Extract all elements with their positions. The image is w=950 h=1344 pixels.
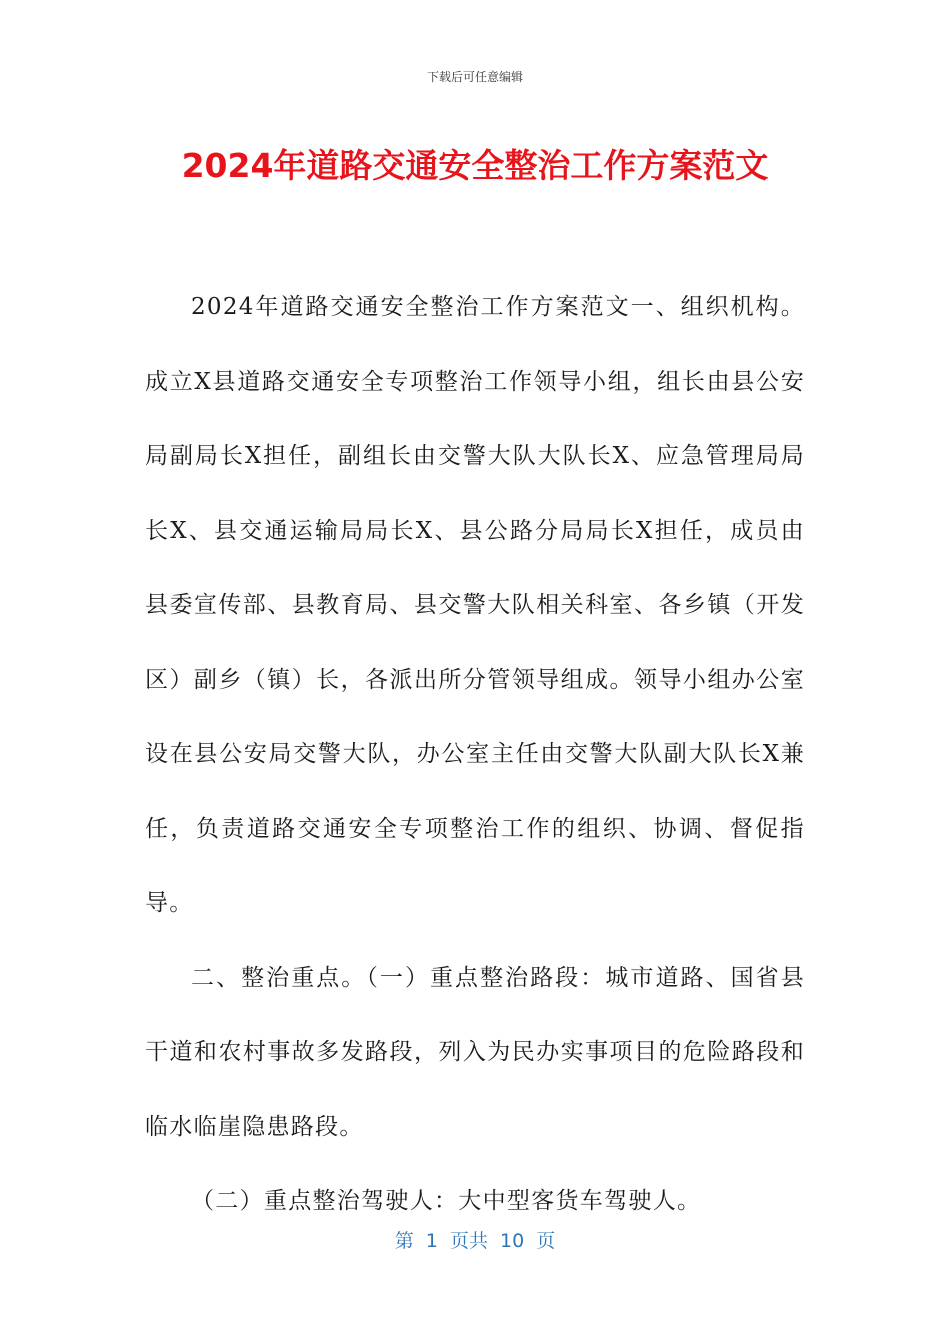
header-note: 下载后可任意编辑 <box>426 70 523 84</box>
document-title: 2024年道路交通安全整治工作方案范文 <box>181 146 769 185</box>
paragraph-key-drivers: （二）重点整治驾驶人：大中型客货车驾驶人。 <box>191 1188 702 1214</box>
page-number-footer: 第 1 页共 10 页 <box>394 1230 556 1252</box>
paragraph-organization: 2024年道路交通安全整治工作方案范文一、组织机构。成立X县道路交通安全专项整治工作领导小组，组长由县公安局副局长X担任，副组长由交警大队大队长X、应急管理局局长X、县交通运输局局长X、县公路分局局长X担任，成员由县委宣传部、县教育局、县交警大队相关科室、各乡镇（开发区）副乡（镇）长，各派出所分管领导组成。领导小组办公室设在县公安局交警大队，办公室主任由交警大队副大队长X兼任，负责道路交通安全专项整治工作的组织、协调、督促指导。 <box>145 294 805 916</box>
document-body <box>145 270 805 1239</box>
paragraph-key-sections: 二、整治重点。（一）重点整治路段：城市道路、国省县干道和农村事故多发路段，列入为民办实事项目的危险路段和临水临崖隐患路段。 <box>145 964 805 1140</box>
